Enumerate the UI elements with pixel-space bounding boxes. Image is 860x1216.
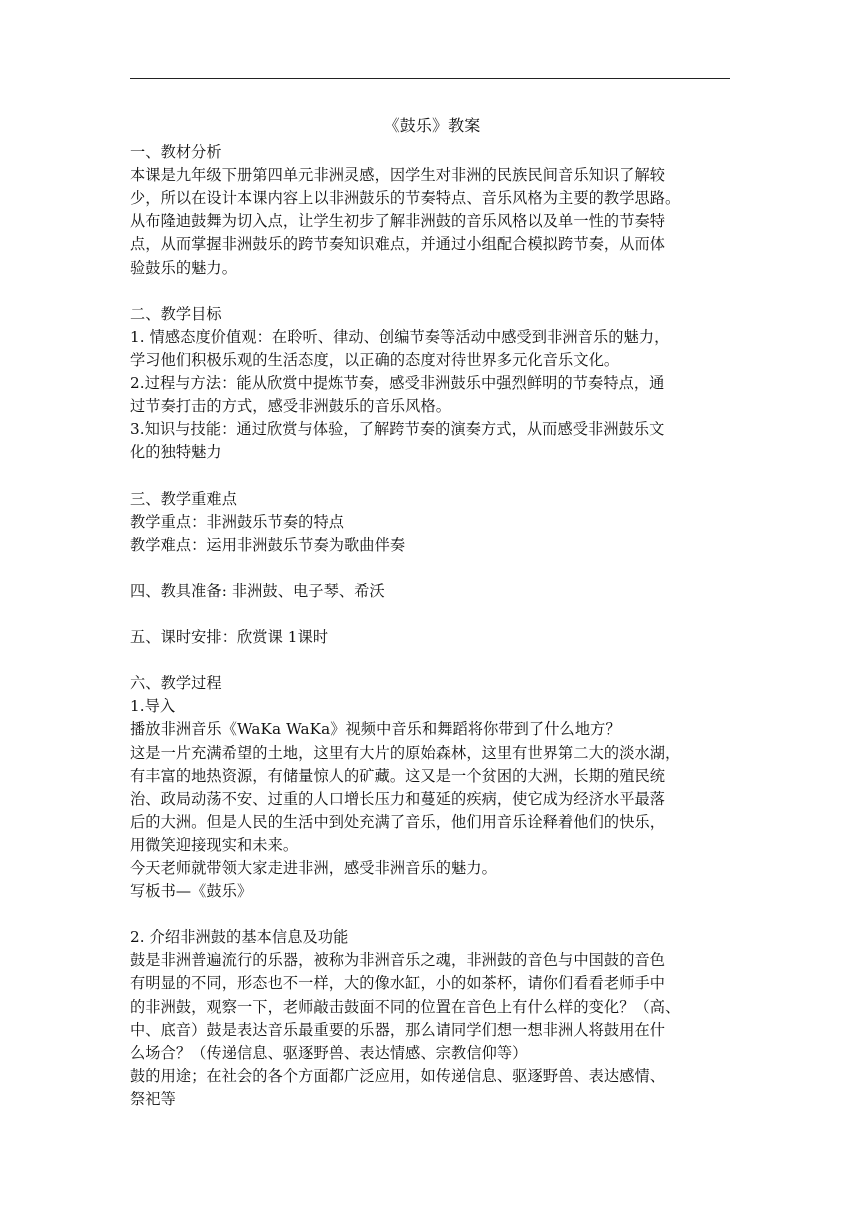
text-line: 本课是九年级下册第四单元非洲灵感，因学生对非洲的民族民间音乐知识了解较 [130, 166, 666, 185]
text-line: 今天老师就带领大家走进非洲，感受非洲音乐的魅力。 [130, 859, 497, 877]
header-rule [130, 78, 730, 79]
text-line: 1. 情感态度价值观：在聆听、律动、创编节奏等活动中感受到非洲音乐的魅力， [130, 327, 670, 346]
text-line: 用微笑迎接现实和未来。 [130, 835, 299, 854]
text-line: 祭祀等 [130, 1089, 176, 1108]
document-lines [130, 141, 734, 1111]
text-line: 教学重点：非洲鼓乐节奏的特点 [130, 512, 345, 531]
text-line: 点，从而掌握非洲鼓乐的跨节奏知识难点，并通过小组配合模拟跨节奏，从而体 [130, 235, 666, 254]
text-line: 四、教具准备: 非洲鼓、电子琴、希沃 [130, 581, 385, 600]
blank-line [130, 557, 734, 580]
text-line: 验鼓乐的魅力。 [130, 258, 238, 277]
text-line: 教学难点：运用非洲鼓乐节奏为歌曲伴奏 [130, 535, 406, 554]
text-line: 有丰富的地热资源，有储量惊人的矿藏。这又是一个贫困的大洲，长期的殖民统 [130, 766, 666, 785]
text-line: 五、课时安排：欣赏课 1课时 [130, 628, 329, 647]
text-line: 从布隆迪鼓舞为切入点，让学生初步了解非洲鼓的音乐风格以及单一性的节奏特 [130, 212, 666, 231]
text-line: 播放非洲音乐《WaKa WaKa》视频中音乐和舞蹈将你带到了什么地方？ [130, 720, 621, 739]
text-line: 学习他们积极乐观的生活态度，以正确的态度对待世界多元化音乐文化。 [130, 350, 620, 369]
text-line: 1.导入 [130, 697, 176, 716]
text-line: 后的大洲。但是人民的生活中到处充满了音乐，他们用音乐诠释着他们的快乐， [130, 812, 666, 831]
text-line: 二、教学目标 [130, 304, 222, 323]
document-title: 《鼓乐》教案 [383, 116, 481, 135]
blank-line [130, 464, 734, 487]
text-line: 这是一片充满希望的土地，这里有大片的原始森林，这里有世界第二大的淡水湖， [130, 743, 681, 762]
text-line: 化的独特魅力 [130, 443, 222, 462]
document-body [130, 114, 734, 1111]
text-line: 过节奏打击的方式，感受非洲鼓乐的音乐风格。 [130, 397, 452, 416]
text-line: 鼓的用途；在社会的各个方面都广泛应用，如传递信息、驱逐野兽、表达感情、 [130, 1066, 666, 1085]
text-line: 三、教学重难点 [130, 489, 238, 508]
text-line: 鼓是非洲普遍流行的乐器，被称为非洲音乐之魂，非洲鼓的音色与中国鼓的音色 [130, 951, 666, 970]
blank-line [130, 280, 734, 303]
text-line: 么场合？（传递信息、驱逐野兽、表达情感、宗教信仰等） [130, 1043, 528, 1062]
text-line: 治、政局动荡不安、过重的人口增长压力和蔓延的疾病，使它成为经济水平最落 [130, 789, 666, 808]
text-line: 写板书—《鼓乐》 [130, 882, 253, 901]
text-line: 少，所以在设计本课内容上以非洲鼓乐的节奏特点、音乐风格为主要的教学思路。 [130, 189, 681, 208]
text-line: 3.知识与技能：通过欣赏与体验，了解跨节奏的演奏方式，从而感受非洲鼓乐文 [130, 420, 665, 439]
text-line: 2. 介绍非洲鼓的基本信息及功能 [130, 928, 349, 947]
text-line: 六、教学过程 [130, 674, 222, 693]
text-line: 2.过程与方法：能从欣赏中提炼节奏，感受非洲鼓乐中强烈鲜明的节奏特点，通 [130, 374, 665, 393]
text-line: 的非洲鼓，观察一下，老师敲击鼓面不同的位置在音色上有什么样的变化？（高、 [130, 997, 681, 1016]
blank-line [130, 649, 734, 672]
blank-line [130, 903, 734, 926]
text-line: 有明显的不同，形态也不一样，大的像水缸，小的如茶杯，请你们看看老师手中 [130, 974, 666, 993]
text-line: 中、底音）鼓是表达音乐最重要的乐器，那么请同学们想一想非洲人将鼓用在什 [130, 1020, 666, 1039]
text-line: 一、教材分析 [130, 143, 222, 162]
blank-line [130, 603, 734, 626]
